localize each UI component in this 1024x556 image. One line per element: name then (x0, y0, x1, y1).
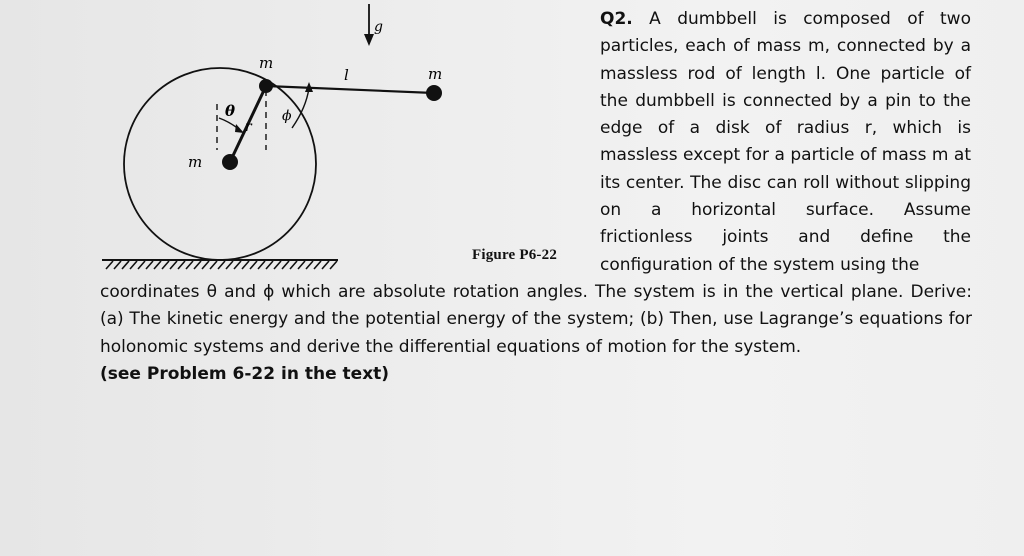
label-m-top: m (259, 54, 274, 72)
question-text-bottom (100, 279, 972, 388)
disk (124, 68, 316, 260)
mass-pin (259, 79, 273, 93)
mass-end (426, 85, 442, 101)
question-intro: A dumbbell is composed of two particles, each of mass m, connected by a massless rod of length l. One particle of the dumbbell is connected by a pin to the edge of a disk of radius r, which is massless except for a particle of mass m at its center. The disc can roll without slipping on a horizontal surface. Assume frictionless joints and define the configuration of the system using the (600, 9, 971, 275)
figure-caption: Figure P6-22 (472, 247, 558, 263)
ground-hatch (106, 261, 337, 269)
label-m-center: m (188, 153, 203, 171)
label-g: g (374, 19, 383, 35)
label-m-right: m (428, 65, 443, 83)
label-l: l (344, 66, 349, 84)
label-phi: ϕ (282, 108, 292, 124)
theta-arc-head (235, 124, 244, 133)
dumbbell-rod (266, 86, 434, 93)
label-theta: θ (225, 102, 236, 120)
question-number: Q2. (600, 9, 633, 29)
mass-center (222, 154, 238, 170)
label-r: r (245, 119, 252, 135)
question-reference: (see Problem 6-22 in the text) (100, 363, 390, 384)
gravity-arrow-head (364, 34, 374, 46)
question-continuation: coordinates θ and ϕ which are absolute rotation angles. The system is in the vertical plane. Derive: (a) The kinetic energy and the potential energy of the system; (b) Then, use Lagrange’s equations for holonomic systems and derive the differential equations of motion for the system. (100, 282, 972, 357)
question-text-right (600, 6, 971, 279)
